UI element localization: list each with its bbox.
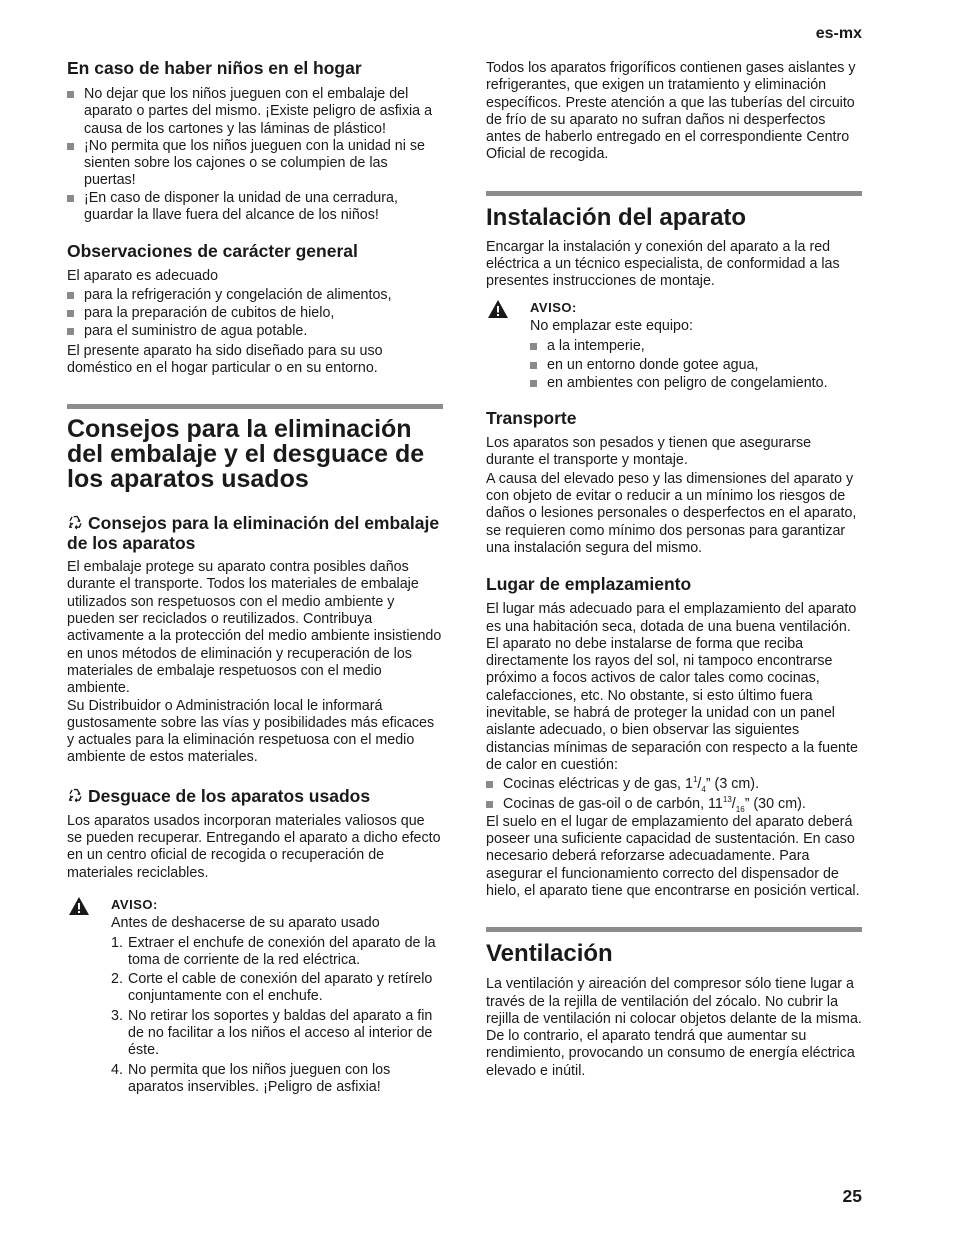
general-intro: El aparato es adecuado bbox=[67, 268, 219, 285]
warning-icon bbox=[487, 299, 509, 319]
warning-intro: No emplazar este equipo: bbox=[530, 317, 693, 334]
installation-heading: Instalación del aparato bbox=[486, 203, 747, 231]
list-item: ¡En caso de disponer la unidad de una cerradura, guardar la llave fuera del alcance de los niños! bbox=[67, 190, 443, 225]
language-tag: es-mx bbox=[815, 25, 862, 42]
square-bullet-icon bbox=[67, 292, 74, 299]
ventilation-paragraph: La ventilación y aireación del compresor sólo tiene lugar a través de la rejilla de ventilación del zócalo. No cubrir la rejilla de ventilación ni colocar objetos delante de la misma. De lo contrario, el aparato tendrá que aumentar su rendimiento, provocando un consumo de energía eléctrica elevado e inútil. bbox=[486, 976, 862, 1079]
square-bullet-icon bbox=[67, 328, 74, 335]
recycle-icon bbox=[67, 514, 84, 531]
disposal-heading: Consejos para la eliminación del embalaje y el desguace de los aparatos usados bbox=[67, 415, 425, 494]
right-column bbox=[486, 60, 862, 1080]
general-outro: El presente aparato ha sido diseñado para su uso doméstico en el hogar particular o en su entorno. bbox=[67, 342, 383, 376]
square-bullet-icon bbox=[530, 380, 537, 387]
list-item: 2. Corte el cable de conexión del aparato y retírelo conjuntamente con el enchufe. bbox=[111, 971, 433, 1005]
disposal-warning bbox=[67, 896, 443, 913]
packaging-paragraph-2: Su Distribuidor o Administración local le informará gustosamente sobre las vías y posibilidades más eficaces y actuales para la eliminación respetuosa con el medio ambiente de estos materiales. bbox=[67, 697, 435, 766]
location-list bbox=[486, 776, 862, 813]
list-item: 1. Extraer el enchufe de conexión del aparato de la toma de corriente de la red eléctrica. bbox=[111, 934, 436, 968]
square-bullet-icon bbox=[67, 310, 74, 317]
list-item: No dejar que los niños jueguen con el embalaje del aparato o partes del mismo. ¡Existe peligro de asfixia a causa de los cartones y las láminas de plástico! bbox=[67, 86, 443, 138]
transport-paragraph-2: A causa del elevado peso y las dimensiones del aparato y con objeto de evitar o reducir a un mínimo los riesgos de daños o lesiones personales o desperfectos en el aparato, se requieren como mínimo dos personas para garantizar una instalación segura del mismo. bbox=[486, 470, 857, 556]
list-item: 4. No permita que los niños jueguen con los aparatos inservibles. ¡Peligro de asfixia! bbox=[111, 1061, 391, 1095]
square-bullet-icon bbox=[67, 143, 74, 150]
old-appliances-heading: Desguace de los aparatos usados bbox=[67, 786, 443, 807]
page-number: 25 bbox=[842, 1186, 862, 1206]
square-bullet-icon bbox=[530, 343, 537, 350]
warning-label: AVISO: bbox=[111, 896, 158, 912]
transport-heading: Transporte bbox=[486, 408, 577, 429]
disposal-warning-body bbox=[67, 915, 443, 1096]
installation-paragraph: Encargar la instalación y conexión del aparato a la red eléctrica a un técnico especialista, de conformidad a las presentes instrucciones de montaje. bbox=[486, 238, 840, 290]
packaging-paragraph-1: El embalaje protege su aparato contra posibles daños durante el transporte. Todos los materiales de embalaje utilizados son respetuosos con el medio ambiente y pueden ser reciclados o reutilizados. Contribuya activamente a la protección del medio ambiente insistiendo en unos métodos de eliminación y recuperación de los materiales de embalaje respetuosos con el medio ambiente. bbox=[67, 559, 442, 697]
location-heading: Lugar de emplazamiento bbox=[486, 574, 692, 595]
warning-icon bbox=[68, 896, 90, 916]
warning-intro: Antes de deshacerse de su aparato usado bbox=[111, 915, 380, 932]
square-bullet-icon bbox=[486, 801, 493, 808]
section-divider bbox=[486, 927, 862, 932]
ventilation-heading: Ventilación bbox=[486, 940, 613, 968]
refrigerants-paragraph: Todos los aparatos frigoríficos contienen gases aislantes y refrigerantes, que exigen un tratamiento y eliminación específicos. Preste atención a que las tuberías del circuito de frío de su aparato no sufran daños ni desperfectos antes de haberlo entregado en el correspondiente Centro Oficial de recogida. bbox=[486, 60, 856, 163]
old-appliances-paragraph: Los aparatos usados incorporan materiales valiosos que se pueden recuperar. Entregando el aparato a dicho efecto en un centro oficial de recogida o recuperación de materiales reciclables. bbox=[67, 812, 441, 881]
list-item: en ambientes con peligro de congelamiento. bbox=[530, 375, 862, 392]
square-bullet-icon bbox=[67, 195, 74, 202]
location-paragraph-2: El suelo en el lugar de emplazamiento del aparato deberá poseer una suficiente capacidad de sustentación. En caso necesario deberá reforzarse adecuadamente. Para asegurar el funcionamiento correcto del dispensador de hielo, el aparato tiene que encontrarse en posición vertical. bbox=[486, 813, 860, 899]
section-divider bbox=[67, 404, 443, 409]
left-column bbox=[67, 58, 443, 1098]
children-list bbox=[67, 86, 443, 224]
recycle-icon bbox=[67, 787, 84, 804]
square-bullet-icon bbox=[530, 362, 537, 369]
location-paragraph-1: El lugar más adecuado para el emplazamiento del aparato es una habitación seca, dotada de una buena ventilación. El aparato no debe instalarse de forma que reciba directamente los rayos del sol, ni tampoco encontrarse próximo a focos activos de calor tales como cocinas, calefacciones, etc. No obstante, si esto último fuera inevitable, se habrá de proteger la unidad con un panel aislante adecuado, o bien observar las siguientes distancias mínimas de separación con respecto a la fuente de calor en cuestión: bbox=[486, 601, 858, 773]
installation-warning bbox=[486, 299, 862, 392]
list-item: para el suministro de agua potable. bbox=[67, 323, 443, 340]
packaging-heading: Consejos para la eliminación del embalaje de los aparatos bbox=[67, 513, 440, 554]
list-item: ¡No permita que los niños jueguen con la unidad ni se sienten sobre los cajones o se columpien de las puertas! bbox=[67, 138, 443, 190]
installation-list bbox=[530, 338, 862, 392]
warning-label: AVISO: bbox=[530, 299, 577, 315]
list-item: Cocinas de gas-oil o de carbón, $11^{13}/_{16}$” (30 cm). bbox=[486, 796, 862, 813]
square-bullet-icon bbox=[486, 781, 493, 788]
list-item: para la refrigeración y congelación de alimentos, bbox=[67, 287, 443, 304]
children-heading: En caso de haber niños en el hogar bbox=[67, 58, 362, 78]
general-list bbox=[67, 287, 443, 341]
disposal-steps bbox=[111, 935, 443, 1097]
list-item: en un entorno donde gotee agua, bbox=[530, 357, 862, 374]
section-divider bbox=[486, 191, 862, 196]
list-item: para la preparación de cubitos de hielo, bbox=[67, 305, 443, 322]
list-item: a la intemperie, bbox=[530, 338, 862, 355]
list-item: Cocinas eléctricas y de gas, $1^1/_4$” (3 cm). bbox=[486, 776, 862, 793]
transport-paragraph-1: Los aparatos son pesados y tienen que asegurarse durante el transporte y montaje. bbox=[486, 435, 812, 469]
general-heading: Observaciones de carácter general bbox=[67, 241, 358, 262]
list-item: 3. No retirar los soportes y baldas del aparato a fin de no facilitar a los niños el acceso al interior de éste. bbox=[111, 1007, 433, 1059]
square-bullet-icon bbox=[67, 91, 74, 98]
